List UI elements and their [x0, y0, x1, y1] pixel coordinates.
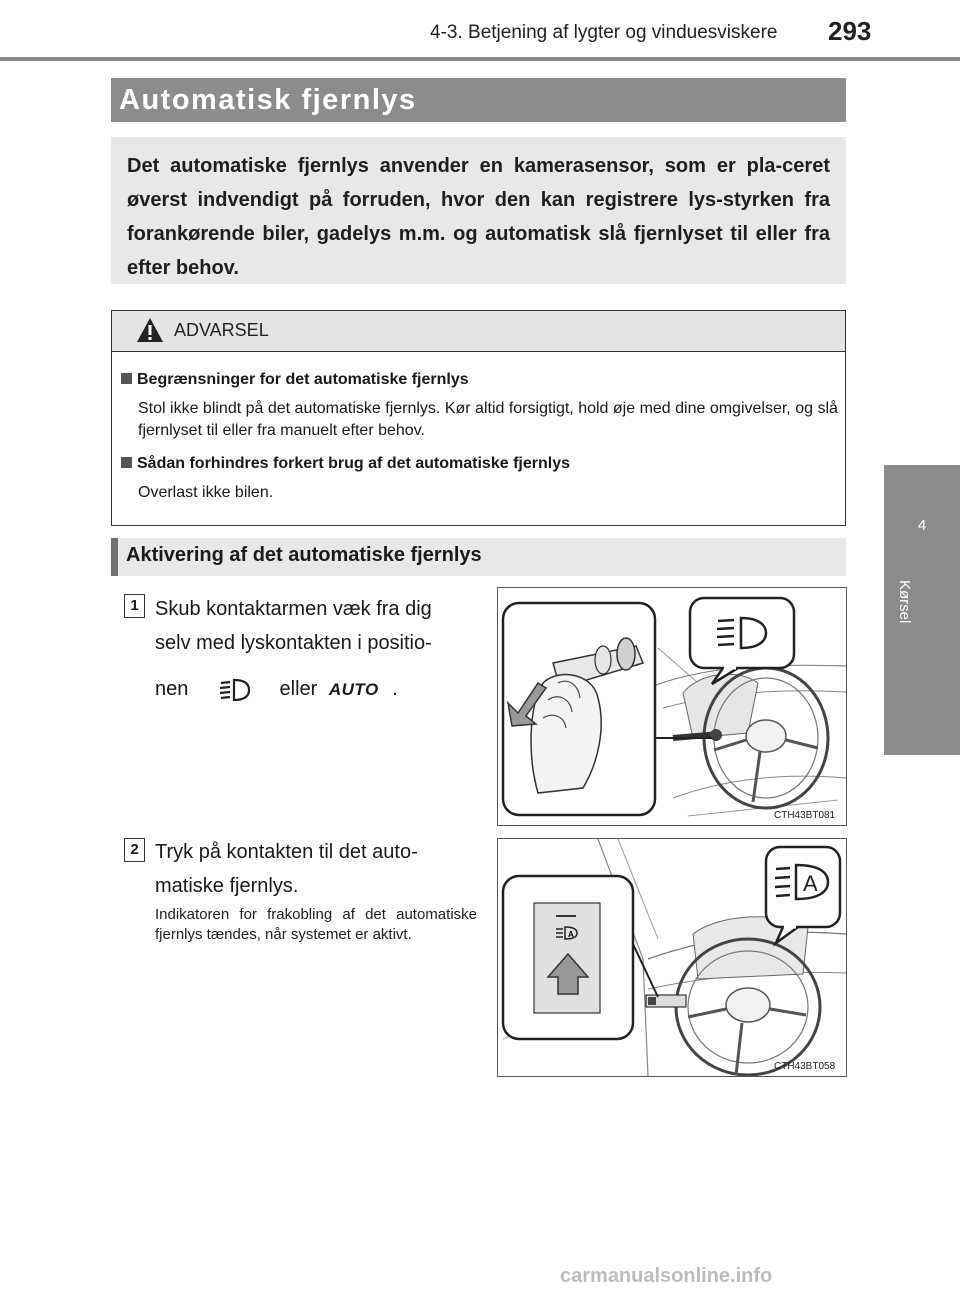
step-number-2: 2 — [124, 838, 145, 862]
page-title: Automatisk fjernlys — [119, 84, 417, 116]
warning-triangle-icon — [136, 317, 164, 343]
warning-item-1-heading-text: Begrænsninger for det automatiske fjernlys — [137, 371, 469, 388]
bullet-square-icon — [121, 373, 132, 384]
bullet-square-icon — [121, 457, 132, 468]
warning-item-1-text: Stol ikke blindt på det automatiske fjernlys. Kør altid forsigtigt, hold øje med dine omgivelser, og slå fjernlyset til eller fra manuelt efter behov. — [138, 400, 838, 439]
step-1-period: . — [392, 678, 398, 700]
header-rule — [0, 57, 960, 61]
step-1-word-position: nen — [155, 678, 189, 700]
chapter-label: Kørsel — [896, 580, 913, 624]
intro-box — [111, 137, 846, 284]
figure-2 — [497, 838, 847, 1077]
step-2-line-1: Tryk på kontakten til det auto- — [155, 841, 418, 863]
step-1-line-2: selv med lyskontakten i positio- — [155, 632, 432, 654]
warning-item-2-heading-text: Sådan forhindres forkert brug af det automatiske fjernlys — [137, 455, 570, 472]
subsection-accent — [111, 538, 118, 576]
intro-text: Det automatiske fjernlys anvender en kamerasensor, som er pla-ceret øverst indvendigt på forruden, hvor den kan registrere lys-styrken fra forankørende biler, gadelys m.m. og automatisk slå fjernlyset til eller fra efter behov. — [127, 155, 830, 279]
warning-item-2-heading — [121, 455, 570, 473]
figure-2-code: CTH43BT058 — [774, 1061, 836, 1072]
step-1-line-1: Skub kontaktarmen væk fra dig — [155, 598, 432, 620]
warning-title: ADVARSEL — [174, 320, 269, 340]
step-number-1: 1 — [124, 594, 145, 618]
svg-text:A: A — [803, 871, 818, 896]
page-number: 293 — [828, 16, 872, 46]
step-2-note: Indikatoren for frakobling af det automatiske fjernlys tændes, når systemet er aktivt. — [155, 906, 477, 943]
warning-header — [112, 311, 845, 352]
step-1-word-or: eller — [279, 678, 318, 700]
figure-2-illustration — [498, 839, 846, 1076]
figure-1-code: CTH43BT081 — [774, 810, 836, 821]
step-1-line-3 — [155, 672, 477, 707]
figure-1 — [497, 587, 847, 826]
auto-icon: AUTO — [328, 680, 379, 699]
warning-item-2-text: Overlast ikke bilen. — [138, 484, 274, 501]
step-2-text — [155, 835, 477, 903]
subsection-title: Aktivering af det automatiske fjernlys — [126, 544, 482, 566]
warning-box — [111, 310, 846, 526]
section-title: 4-3. Betjening af lygter og vinduesviskere — [430, 22, 778, 43]
page-title-bar — [111, 78, 846, 122]
step-1-text — [155, 592, 477, 707]
svg-text:A: A — [568, 930, 574, 939]
subsection-bar — [111, 538, 846, 576]
chapter-number: 4 — [917, 517, 927, 534]
step-2-line-2: matiske fjernlys. — [155, 875, 299, 897]
figure-1-illustration — [498, 588, 846, 825]
watermark: carmanualsonline.info — [560, 1265, 773, 1287]
headlight-high-beam-icon — [218, 677, 252, 703]
warning-item-1-heading — [121, 371, 469, 389]
chapter-tab-divider — [883, 465, 884, 755]
